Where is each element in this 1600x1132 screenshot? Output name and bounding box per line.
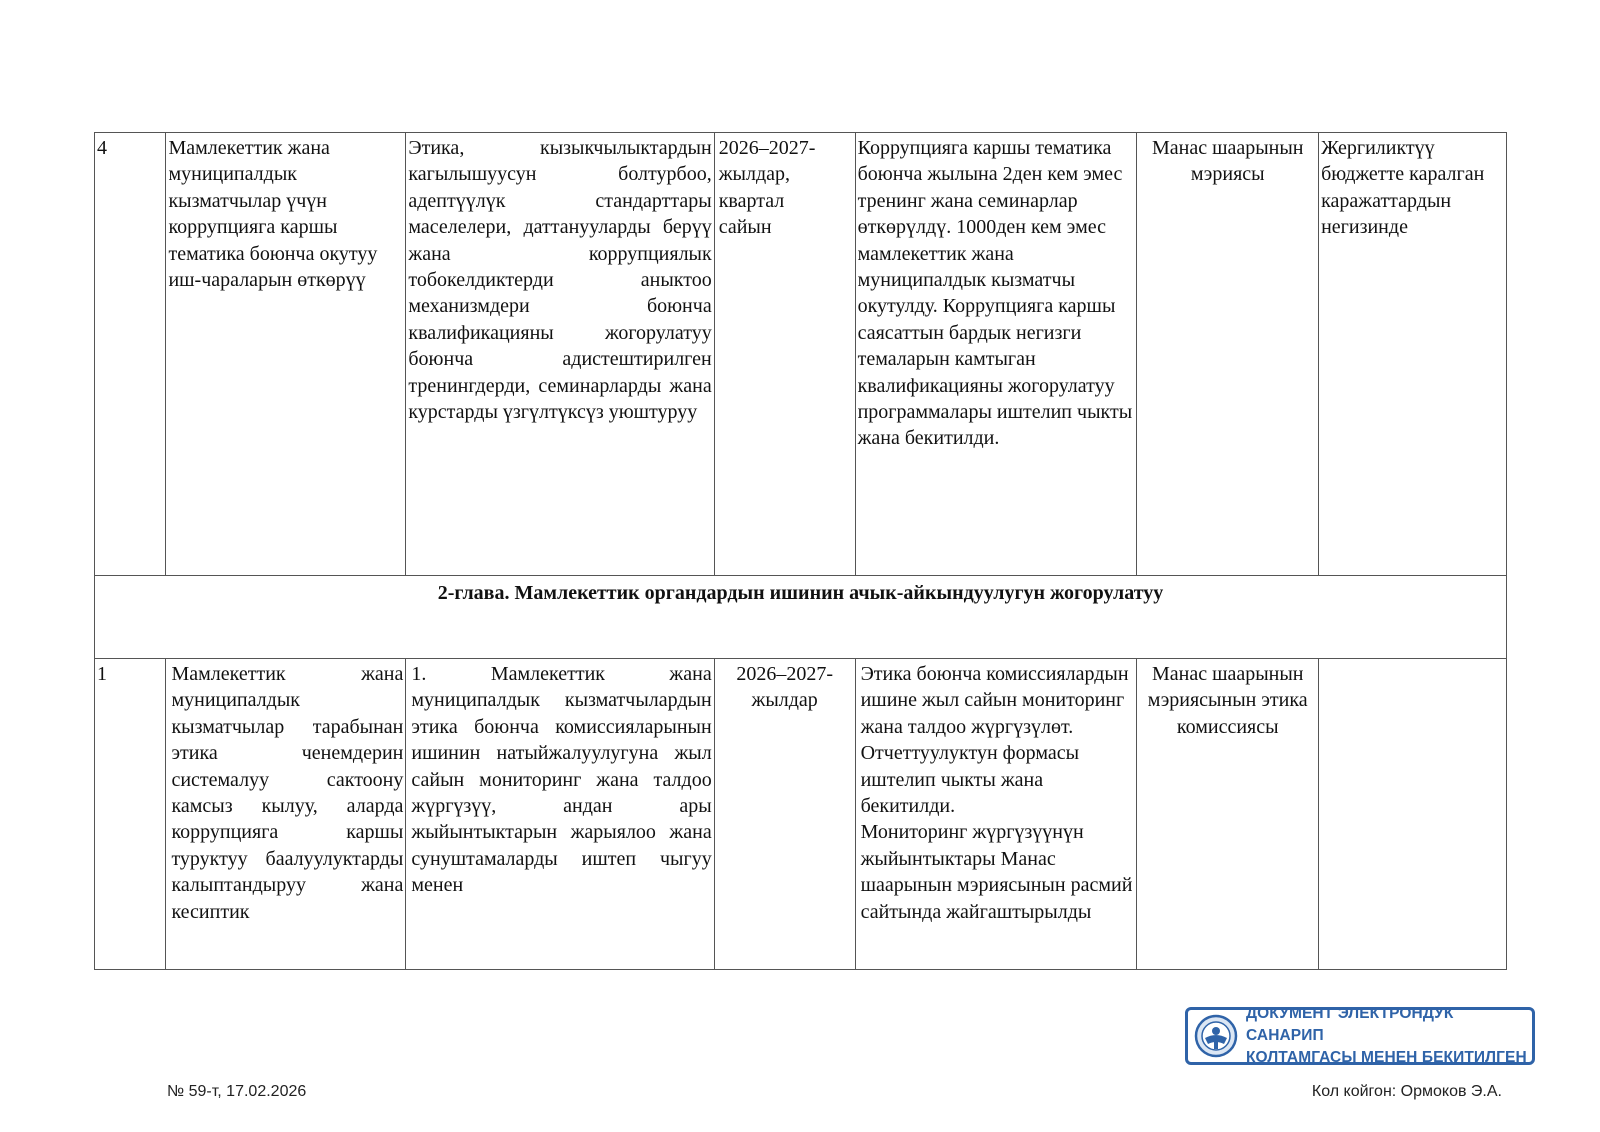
- result-cell: Этика боюнча комиссиялардын ишине жыл сайын мониторинг жана талдоо жүргүзүлөт. Отчеттуулуктун формасы иштелип чыкты жана бекитилди. Мониторинг жүргүзүүнүн жыйынтыктары Манас шаарынын мэриясынын расмий сайтында жайгаштырылды: [855, 659, 1137, 970]
- term-cell: 2026–2027- жылдар, квартал сайын: [714, 133, 855, 576]
- mechanism-cell: Этика, кызыкчылыктардын кагылышуусун болтурбоо, адептүүлүк стандарттары маселелери, даттанууларды берүү жана коррупциялык тобокелдиктерди аныктоо механизмдери боюнча квалификацияны жогорулатуу боюнча адистештирилген тренингдерди, семинарларды жана курстарды үзгүлтүксүз уюштуруу: [406, 133, 714, 576]
- digital-signature-stamp: [1185, 1007, 1535, 1065]
- state-emblem-icon: [1194, 1014, 1238, 1058]
- chapter-row: [95, 576, 1507, 659]
- action-plan-table: [94, 132, 1507, 970]
- result-cell: Коррупцияга каршы тематика боюнча жылына 2ден кем эмес тренинг жана семинарлар өткөрүлдү. 1000ден кем эмес мамлекеттик жана муниципалдык кызматчы окутулду. Коррупцияга каршы саясаттын бардык негизги темаларын камтыган квалификацияны жогорулатуу программалары иштелип чыкты жана бекитилди.: [855, 133, 1137, 576]
- funding-cell: Жергиликтүү бюджетте каралган каражаттардын негизинде: [1319, 133, 1507, 576]
- funding-cell: [1319, 659, 1507, 970]
- mechanism-cell: 1. Мамлекеттик жана муниципалдык кызматчылардын этика боюнча комиссияларынын ишинин натыйжалуулугуна жыл сайын мониторинг жана талдоо жүргүзүү, андан ары жыйынтыктарын жарыялоо жана сунуштамаларды иштеп чыгуу менен: [406, 659, 714, 970]
- responsible-cell: Манас шаарынын мэриясынын этика комиссиясы: [1137, 659, 1319, 970]
- chapter-title: 2-глава. Мамлекеттик органдардын ишинин ачык-айкындуулугун жогорулатуу: [95, 576, 1507, 659]
- row-number: 1: [95, 659, 166, 970]
- event-cell: Мамлекеттик жана муниципалдык кызматчылар үчүн коррупцияга каршы тематика боюнча окутуу иш-чараларын өткөрүү: [166, 133, 406, 576]
- row-number: 4: [95, 133, 166, 576]
- responsible-cell: Манас шаарынын мэриясы: [1137, 133, 1319, 576]
- event-cell: Мамлекеттик жана муниципалдык кызматчылар тарабынан этика ченемдерин системалуу сактоону камсыз кылуу, аларда коррупцияга каршы туруктуу баалуулуктарды калыптандыруу жана кесиптик: [166, 659, 406, 970]
- stamp-line-2: КОЛТАМГАСЫ МЕНЕН БЕКИТИЛГЕН: [1246, 1049, 1527, 1066]
- stamp-line-1: ДОКУМЕНТ ЭЛЕКТРОНДУК САНАРИП: [1246, 1005, 1454, 1044]
- signed-by: Кол койгон: Ормоков Э.А.: [1311, 1083, 1502, 1100]
- term-cell: 2026–2027- жылдар: [714, 659, 855, 970]
- table-row: [95, 133, 1507, 576]
- table-row: [95, 659, 1507, 970]
- document-number: № 59-т, 17.02.2026: [167, 1083, 307, 1100]
